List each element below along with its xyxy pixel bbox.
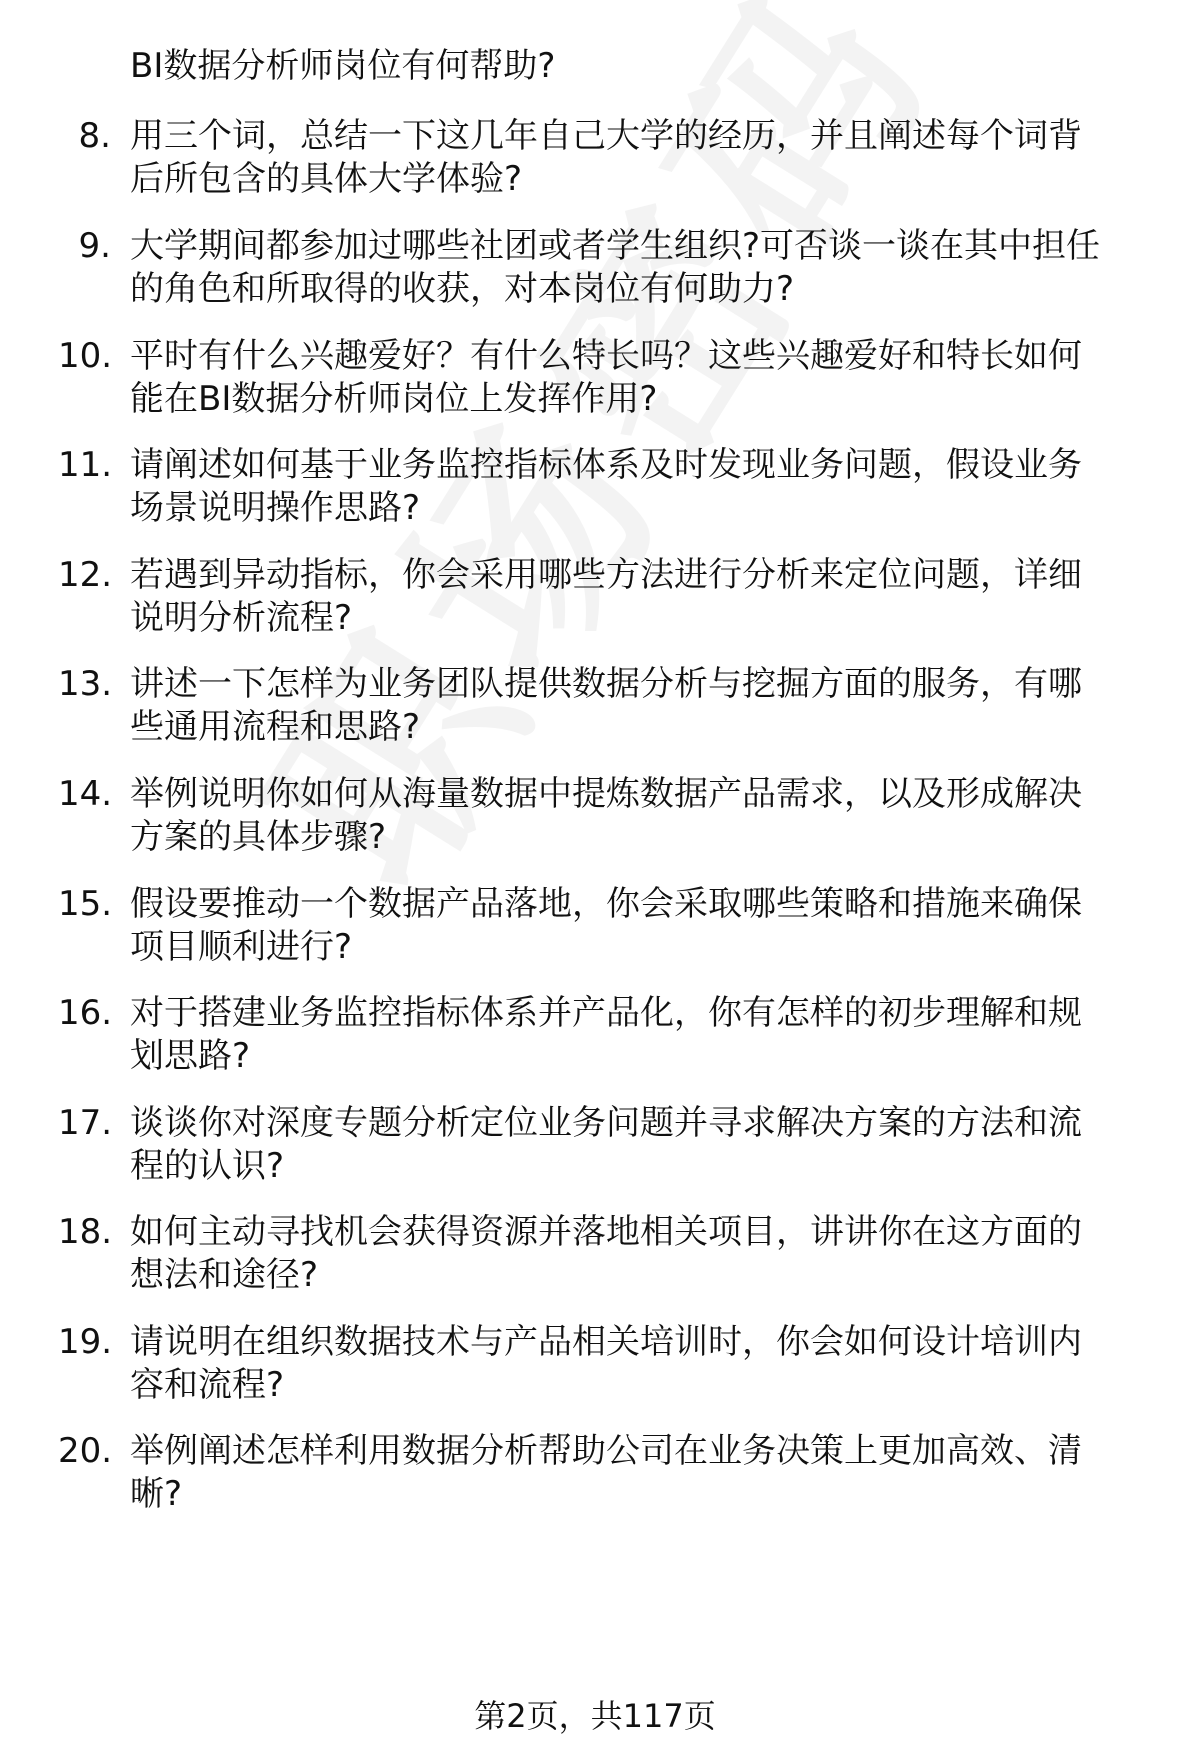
question-text: 举例说明你如何从海量数据中提炼数据产品需求，以及形成解决 方案的具体步骤?: [130, 774, 1082, 857]
question-number: 13.: [58, 664, 113, 704]
question-number: 16.: [58, 993, 113, 1033]
question-number: 19.: [58, 1322, 113, 1362]
continued-question-text: BI数据分析师岗位有何帮助?: [130, 46, 556, 86]
question-text: 大学期间都参加过哪些社团或者学生组织?可否谈一谈在其中担任 的角色和所取得的收获，对本岗位有何助力?: [130, 226, 1101, 309]
question-text: 谈谈你对深度专题分析定位业务问题并寻求解决方案的方法和流 程的认识?: [130, 1103, 1082, 1186]
question-text: 请说明在组织数据技术与产品相关培训时，你会如何设计培训内 容和流程?: [130, 1322, 1082, 1405]
question-text: 假设要推动一个数据产品落地，你会采取哪些策略和措施来确保 项目顺利进行?: [130, 884, 1082, 967]
question-text: 若遇到异动指标，你会采用哪些方法进行分析来定位问题，详细 说明分析流程?: [130, 555, 1082, 638]
question-number: 20.: [58, 1431, 113, 1471]
question-number: 12.: [58, 555, 113, 595]
question-text: 用三个词，总结一下这几年自己大学的经历，并且阐述每个词背 后所包含的具体大学体验?: [130, 116, 1082, 199]
question-text: 请阐述如何基于业务监控指标体系及时发现业务问题，假设业务 场景说明操作思路?: [130, 445, 1082, 528]
question-text: 讲述一下怎样为业务团队提供数据分析与挖掘方面的服务，有哪 些通用流程和思路?: [130, 664, 1082, 747]
question-number: 9.: [78, 226, 111, 266]
question-number: 18.: [58, 1212, 113, 1252]
question-text: 如何主动寻找机会获得资源并落地相关项目，讲讲你在这方面的 想法和途径?: [130, 1212, 1082, 1295]
question-text: 举例阐述怎样利用数据分析帮助公司在业务决策上更加高效、清 晰?: [130, 1431, 1082, 1514]
question-number: 8.: [78, 116, 111, 156]
question-number: 14.: [58, 774, 113, 814]
page-footer: 第2页，共117页: [474, 1697, 716, 1735]
question-text: 对于搭建业务监控指标体系并产品化，你有怎样的初步理解和规 划思路?: [130, 993, 1082, 1076]
question-text: 平时有什么兴趣爱好？有什么特长吗？这些兴趣爱好和特长如何 能在BI数据分析师岗位上发挥作用?: [130, 336, 1082, 419]
question-number: 10.: [58, 336, 113, 376]
question-number: 17.: [58, 1103, 113, 1143]
question-number: 15.: [58, 884, 113, 924]
question-number: 11.: [58, 445, 113, 485]
